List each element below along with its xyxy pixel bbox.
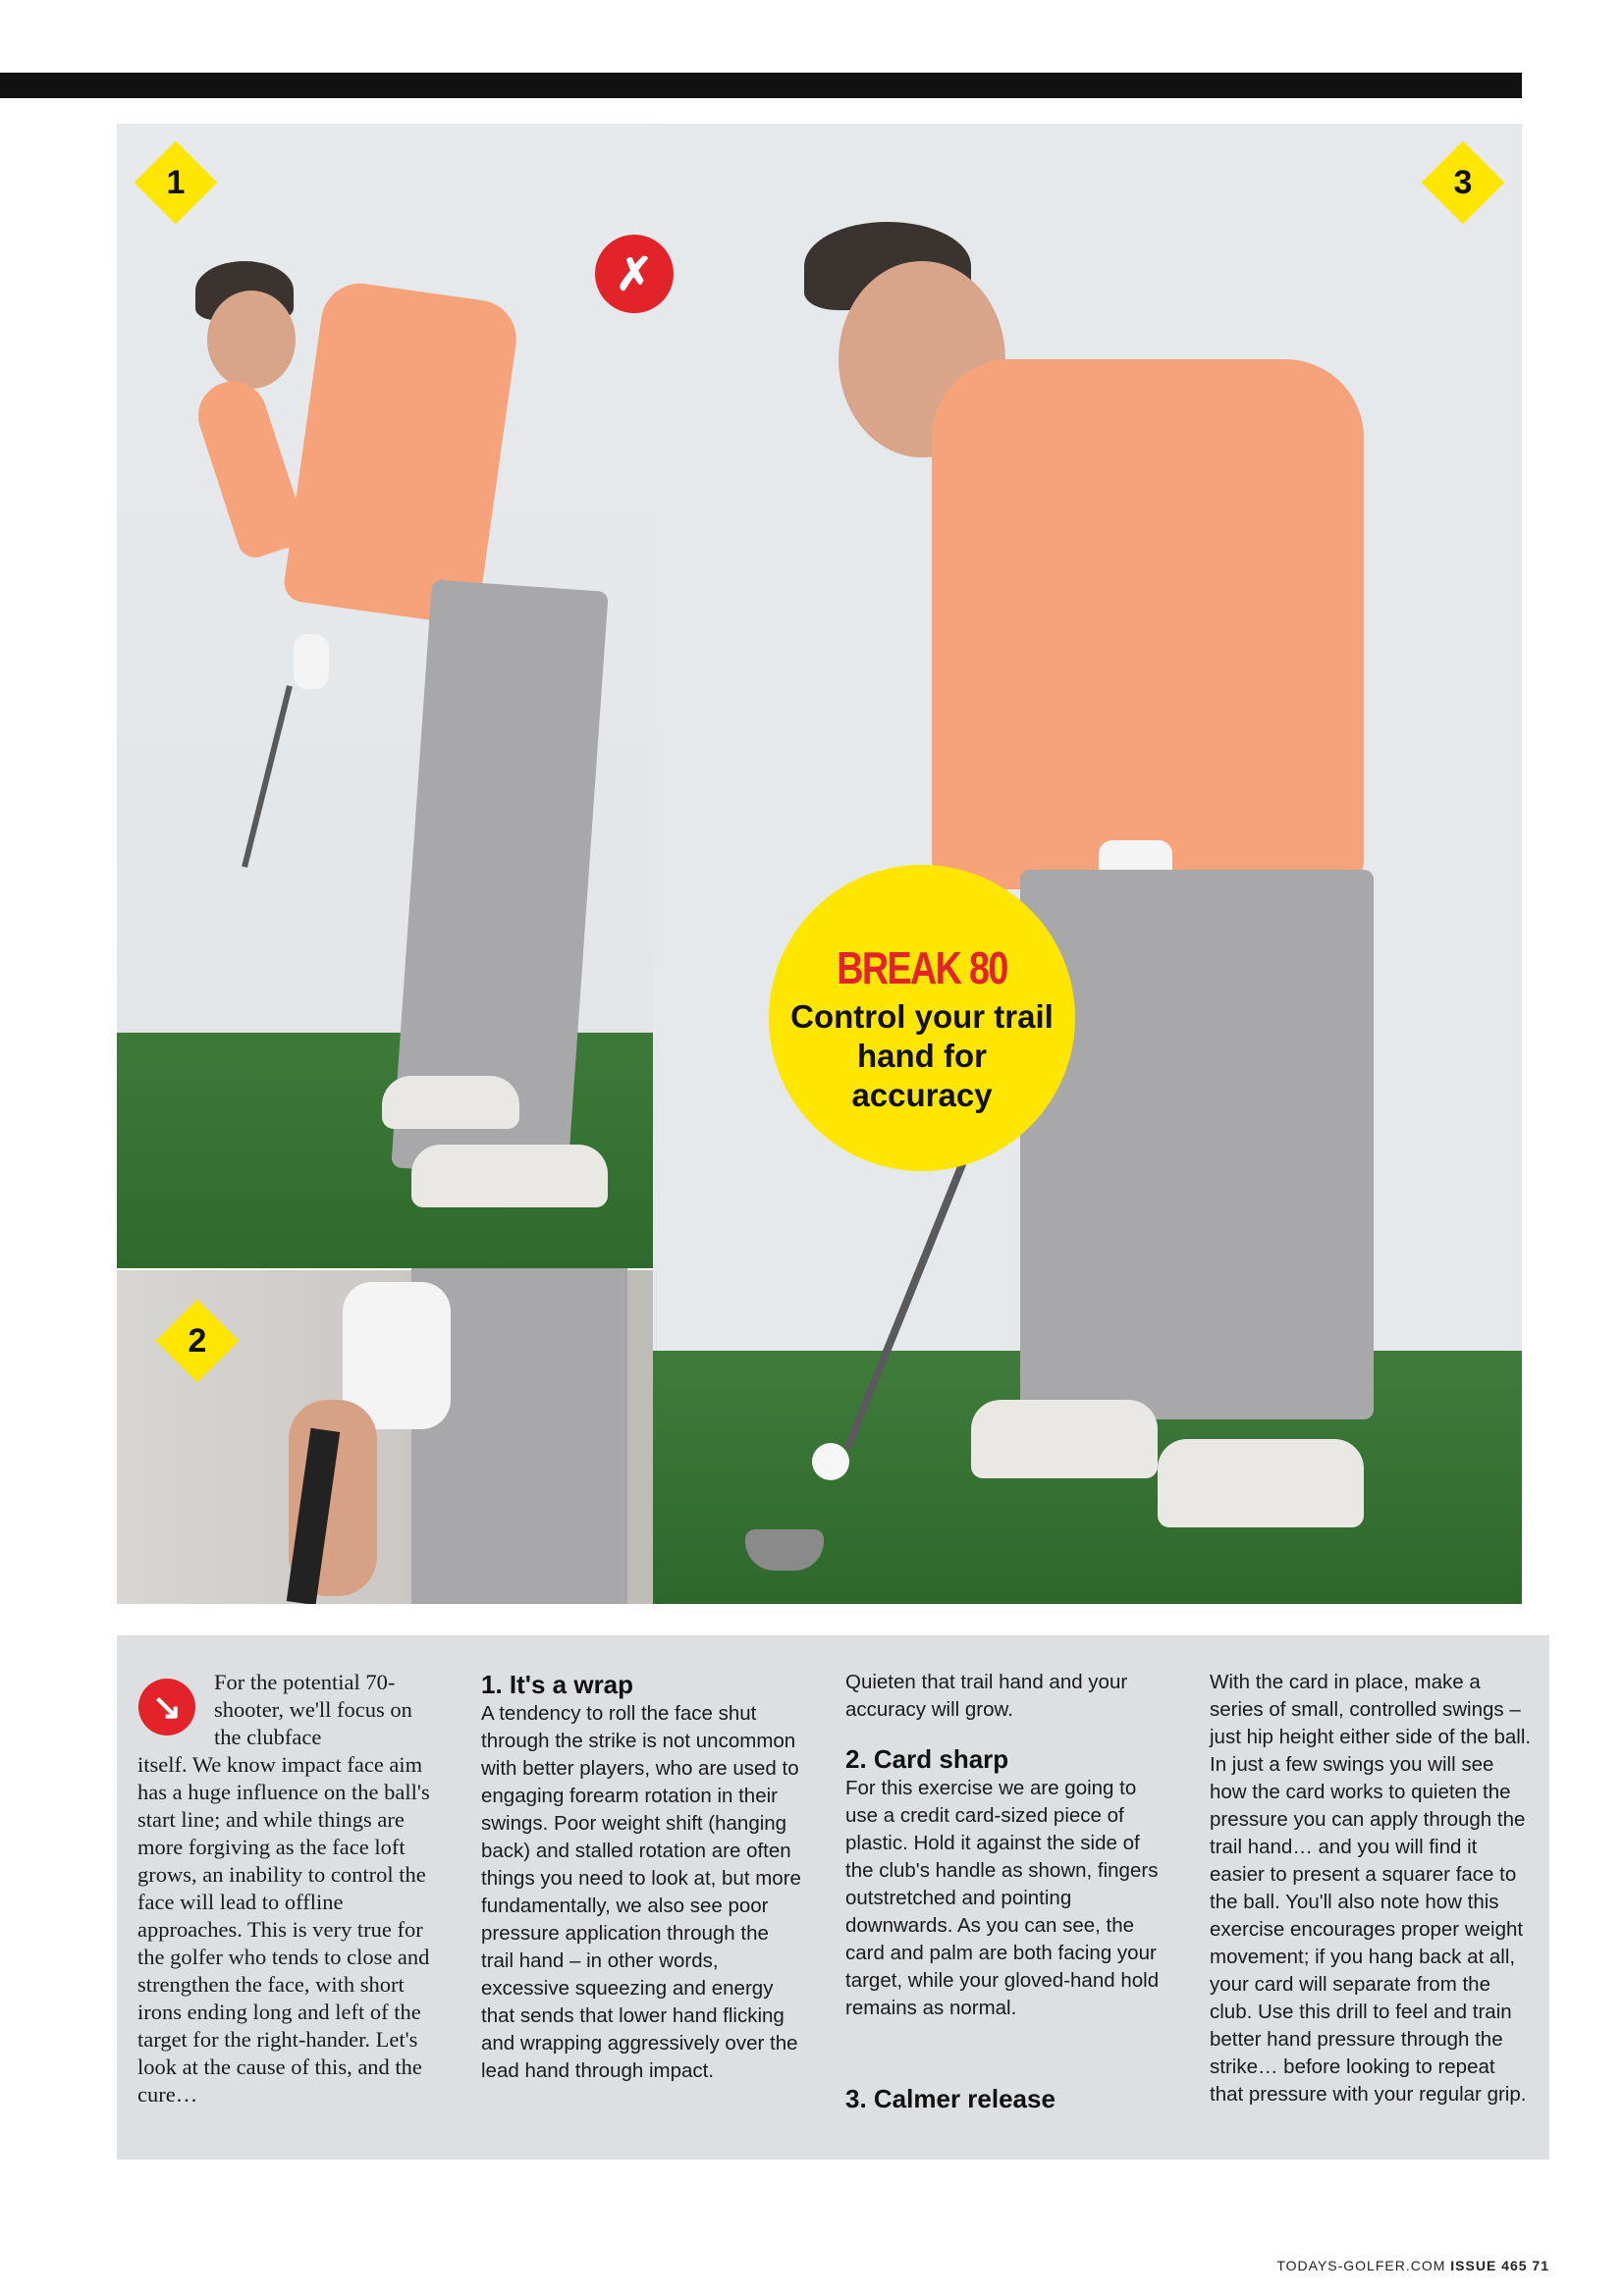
footer-page: 71 [1532, 2258, 1549, 2273]
wrong-x-icon: ✗ [595, 235, 674, 313]
section-2-heading: 2. Card sharp [845, 1744, 1009, 1774]
column-3 [845, 1669, 1169, 2022]
instruction-photo [117, 124, 1522, 1604]
column-4b [1210, 1669, 1534, 2109]
section-1-body: A tendency to roll the face shut through the strike is not uncommon with better players, who are used to engaging forearm rotation in their swings. Poor weight shift (hanging back) and stalled rotation are often things you need to look at, but more fundamentally, we also see poor pressure application through the trail hand – in other words, excessive squeezing and energy that sends that lower hand flicking and wrapping aggressively over the lead hand through impact. [481, 1702, 801, 2082]
column-4 [845, 2083, 1169, 2114]
golfer-3-shoe-left [971, 1400, 1158, 1478]
section-3-body: With the card in place, make a series of small, controlled swings – just hip height either side of the ball. In just a few swings you will see how the card works to quieten the pressure you can apply through the trail hand… and you will find it easier to present a squarer face to the ball. You'll also note how this exercise encourages proper weight movement; if you hang back at all, your card will separate from the club. Use this drill to feel and train better hand pressure through the strike… before looking to repeat that pressure with your regular grip. [1210, 1671, 1532, 2106]
golfer-3-shoe-right [1158, 1439, 1364, 1527]
step-1-number: 1 [166, 164, 186, 201]
intro-body: itself. We know impact face aim has a huge influence on the ball's start line; and while things are more forgiving as the face loft grows, an inability to control the face will lead to offline approaches. This is very true for the golfer who tends to close and strengthen the face, with short irons ending long and left of the target for the right-hander. Let's look at the cause of this, and the cure… [137, 1752, 430, 2107]
intro-lead: For the potential 70-shooter, we'll focus on the clubface [214, 1670, 412, 1749]
badge-kicker: BREAK 80 [837, 942, 1007, 993]
golfer-3-pants [1020, 870, 1374, 1419]
step-3-number: 3 [1453, 164, 1473, 201]
arrow-down-right-icon: ↘ [138, 1679, 195, 1735]
golfer-1-glove [294, 634, 329, 689]
golfer-1-shoe-right [411, 1145, 608, 1207]
golf-ball [812, 1443, 849, 1480]
top-rule [0, 73, 1522, 98]
golfer-1-shoe-left [382, 1076, 519, 1129]
page-footer [1276, 2258, 1549, 2273]
feature-badge [769, 865, 1075, 1171]
section-2-body: For this exercise we are going to use a credit card-sized piece of plastic. Hold it against the side of the club's handle as shown, fingers outstretched and pointing downwards. As you can see, the card and palm are both facing your target, while your gloved-hand hold remains as normal. [845, 1777, 1160, 2019]
footer-issue: ISSUE 465 [1450, 2258, 1528, 2273]
step-2-number: 2 [188, 1322, 207, 1360]
section-1-continued: Quieten that trail hand and your accuracy will grow. [845, 1671, 1128, 1721]
badge-title: Control your trail hand for accuracy [790, 998, 1054, 1113]
golfer-3-clubhead [745, 1529, 824, 1571]
section-3-heading: 3. Calmer release [845, 2084, 1056, 2113]
spacer [845, 1724, 1169, 1743]
column-2 [481, 1669, 803, 2085]
intro-text [137, 1669, 437, 2109]
golfer-1-head [207, 291, 296, 389]
footer-site: TODAYS-GOLFER.COM [1276, 2258, 1446, 2273]
section-1-heading: 1. It's a wrap [481, 1670, 634, 1699]
